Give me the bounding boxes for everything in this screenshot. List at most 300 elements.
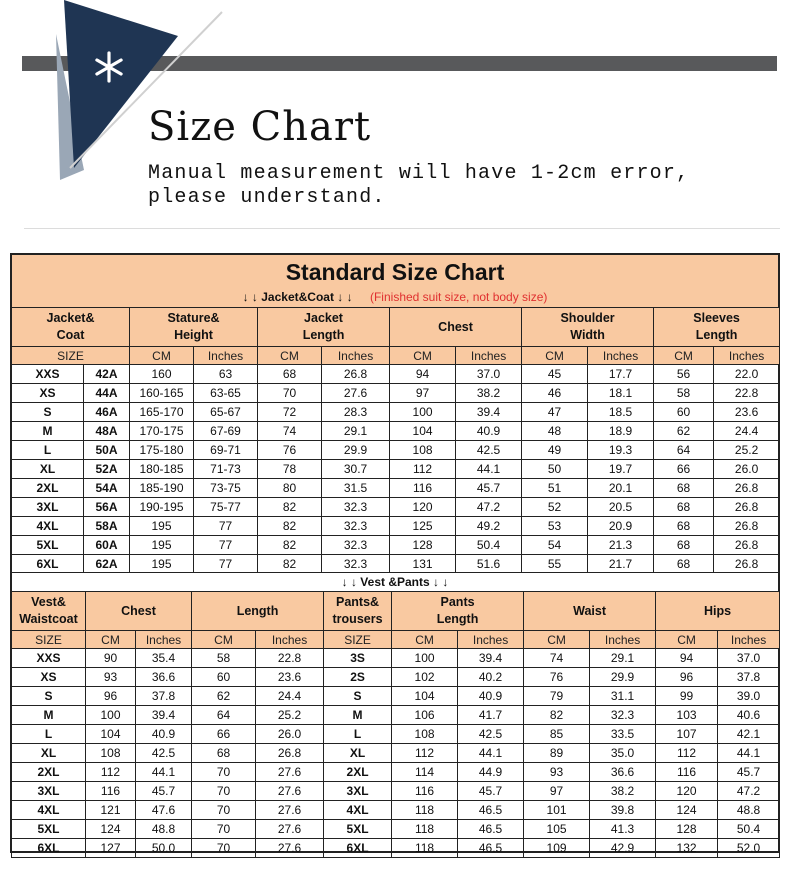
eu-size-code: 56A — [84, 498, 130, 517]
page-title: Size Chart — [148, 104, 372, 150]
size-code: XS — [12, 668, 86, 687]
measurement-value: 104 — [86, 725, 136, 744]
table-row — [12, 365, 780, 384]
measurement-value: 160-165 — [130, 384, 194, 403]
measurement-value: 112 — [86, 763, 136, 782]
size-code: S — [324, 687, 392, 706]
pants-column-header: Pants& trousers — [324, 592, 392, 631]
measurement-value: 22.8 — [256, 649, 324, 668]
measurement-value: 63-65 — [194, 384, 258, 403]
measurement-value: 32.3 — [322, 498, 390, 517]
table-row — [12, 649, 780, 668]
measurement-value: 108 — [390, 441, 456, 460]
measurement-value: 106 — [392, 706, 458, 725]
measurement-value: 63 — [194, 365, 258, 384]
size-label: SIZE — [12, 347, 130, 365]
table-row — [12, 536, 780, 555]
measurement-value: 68 — [654, 498, 714, 517]
measurement-value: 47.6 — [136, 801, 192, 820]
measurement-value: 68 — [258, 365, 322, 384]
measurement-value: 77 — [194, 517, 258, 536]
measurement-value: 36.6 — [136, 668, 192, 687]
vest-header-row — [12, 592, 780, 631]
measurement-value: 37.8 — [718, 668, 780, 687]
unit-cm-label: CM — [656, 631, 718, 649]
measurement-value: 44.9 — [458, 763, 524, 782]
eu-size-code: 54A — [84, 479, 130, 498]
chart-title: Standard Size Chart — [285, 259, 505, 285]
size-code: M — [12, 706, 86, 725]
measurement-value: 71-73 — [194, 460, 258, 479]
eu-size-code: 46A — [84, 403, 130, 422]
measurement-value: 47 — [522, 403, 588, 422]
table-row — [12, 479, 780, 498]
unit-cm-label: CM — [86, 631, 136, 649]
measurement-value: 94 — [390, 365, 456, 384]
measurement-value: 45 — [522, 365, 588, 384]
size-code: M — [12, 422, 84, 441]
unit-inches-label: Inches — [256, 631, 324, 649]
size-code: 5XL — [12, 820, 86, 839]
measurement-value: 104 — [392, 687, 458, 706]
jacket-unit-row — [12, 347, 780, 365]
measurement-value: 64 — [654, 441, 714, 460]
measurement-value: 26.8 — [322, 365, 390, 384]
size-code: 2XL — [12, 763, 86, 782]
measurement-value: 67-69 — [194, 422, 258, 441]
jacket-section-title: ↓ ↓ Jacket&Coat ↓ ↓ — [242, 290, 353, 304]
measurement-value: 175-180 — [130, 441, 194, 460]
measurement-value: 44.1 — [718, 744, 780, 763]
measurement-value: 116 — [390, 479, 456, 498]
measurement-value: 48.8 — [718, 801, 780, 820]
measurement-value: 76 — [258, 441, 322, 460]
measurement-value: 93 — [524, 763, 590, 782]
table-row — [12, 839, 780, 858]
measurement-value: 39.4 — [136, 706, 192, 725]
measurement-value: 45.7 — [456, 479, 522, 498]
measurement-value: 82 — [258, 555, 322, 574]
measurement-value: 20.9 — [588, 517, 654, 536]
measurement-value: 24.4 — [714, 422, 780, 441]
measurement-value: 27.6 — [256, 820, 324, 839]
table-row — [12, 763, 780, 782]
table-row — [12, 403, 780, 422]
jacket-section-label — [12, 290, 778, 304]
measurement-value: 68 — [654, 479, 714, 498]
measurement-value: 50.0 — [136, 839, 192, 858]
size-code: XXS — [12, 365, 84, 384]
measurement-value: 80 — [258, 479, 322, 498]
size-label: SIZE — [12, 631, 86, 649]
measurement-value: 38.2 — [456, 384, 522, 403]
measurement-value: 180-185 — [130, 460, 194, 479]
measurement-value: 118 — [392, 801, 458, 820]
pants-column-header: Pants Length — [392, 592, 524, 631]
vest-unit-row — [12, 631, 780, 649]
size-code: 6XL — [12, 839, 86, 858]
measurement-value: 112 — [656, 744, 718, 763]
measurement-value: 25.2 — [714, 441, 780, 460]
pants-column-header: Hips — [656, 592, 780, 631]
measurement-value: 49.2 — [456, 517, 522, 536]
unit-cm-label: CM — [392, 631, 458, 649]
measurement-note-line2: please understand. — [148, 186, 386, 209]
measurement-value: 42.5 — [136, 744, 192, 763]
measurement-value: 42.5 — [456, 441, 522, 460]
jacket-column-header: Chest — [390, 308, 522, 347]
measurement-value: 82 — [258, 517, 322, 536]
measurement-value: 54 — [522, 536, 588, 555]
unit-cm-label: CM — [390, 347, 456, 365]
measurement-value: 79 — [524, 687, 590, 706]
measurement-value: 39.4 — [458, 649, 524, 668]
measurement-value: 29.9 — [590, 668, 656, 687]
measurement-value: 46.5 — [458, 820, 524, 839]
measurement-value: 109 — [524, 839, 590, 858]
size-code: 5XL — [324, 820, 392, 839]
measurement-value: 17.7 — [588, 365, 654, 384]
measurement-value: 24.4 — [256, 687, 324, 706]
vest-section-label: ↓ ↓ Vest &Pants ↓ ↓ — [12, 572, 778, 592]
measurement-value: 20.1 — [588, 479, 654, 498]
eu-size-code: 44A — [84, 384, 130, 403]
measurement-value: 35.0 — [590, 744, 656, 763]
size-label: SIZE — [324, 631, 392, 649]
measurement-value: 124 — [86, 820, 136, 839]
measurement-value: 74 — [524, 649, 590, 668]
measurement-value: 53 — [522, 517, 588, 536]
measurement-value: 27.6 — [256, 839, 324, 858]
measurement-value: 27.6 — [256, 782, 324, 801]
measurement-value: 76 — [524, 668, 590, 687]
table-row — [12, 725, 780, 744]
measurement-value: 118 — [392, 820, 458, 839]
table-row — [12, 555, 780, 574]
measurement-value: 62 — [192, 687, 256, 706]
size-code: 6XL — [324, 839, 392, 858]
measurement-value: 70 — [192, 801, 256, 820]
measurement-value: 46 — [522, 384, 588, 403]
measurement-value: 38.2 — [590, 782, 656, 801]
measurement-value: 23.6 — [256, 668, 324, 687]
measurement-note-line1: Manual measurement will have 1-2cm error, — [148, 162, 690, 185]
measurement-value: 108 — [86, 744, 136, 763]
measurement-value: 70 — [258, 384, 322, 403]
jacket-header-row — [12, 308, 780, 347]
table-row — [12, 687, 780, 706]
header-triangle-graphic — [0, 0, 230, 180]
measurement-value: 120 — [656, 782, 718, 801]
measurement-value: 74 — [258, 422, 322, 441]
measurement-value: 52 — [522, 498, 588, 517]
eu-size-code: 50A — [84, 441, 130, 460]
unit-inches-label: Inches — [194, 347, 258, 365]
measurement-value: 48 — [522, 422, 588, 441]
size-code: XXS — [12, 649, 86, 668]
measurement-value: 97 — [390, 384, 456, 403]
measurement-value: 78 — [258, 460, 322, 479]
size-code: 4XL — [12, 801, 86, 820]
table-row — [12, 744, 780, 763]
measurement-value: 60 — [192, 668, 256, 687]
measurement-value: 37.0 — [456, 365, 522, 384]
measurement-value: 47.2 — [718, 782, 780, 801]
measurement-value: 116 — [656, 763, 718, 782]
measurement-value: 27.6 — [256, 763, 324, 782]
measurement-value: 125 — [390, 517, 456, 536]
measurement-value: 72 — [258, 403, 322, 422]
measurement-value: 32.3 — [322, 536, 390, 555]
unit-inches-label: Inches — [714, 347, 780, 365]
unit-inches-label: Inches — [588, 347, 654, 365]
pants-column-header: Waist — [524, 592, 656, 631]
measurement-value: 50.4 — [718, 820, 780, 839]
measurement-value: 26.8 — [714, 479, 780, 498]
measurement-value: 96 — [86, 687, 136, 706]
measurement-value: 66 — [192, 725, 256, 744]
measurement-value: 101 — [524, 801, 590, 820]
measurement-value: 94 — [656, 649, 718, 668]
measurement-value: 195 — [130, 555, 194, 574]
size-code: 4XL — [324, 801, 392, 820]
measurement-value: 60 — [654, 403, 714, 422]
measurement-value: 58 — [654, 384, 714, 403]
measurement-value: 114 — [392, 763, 458, 782]
unit-cm-label: CM — [192, 631, 256, 649]
measurement-value: 42.9 — [590, 839, 656, 858]
measurement-value: 68 — [192, 744, 256, 763]
measurement-value: 82 — [524, 706, 590, 725]
unit-inches-label: Inches — [456, 347, 522, 365]
unit-inches-label: Inches — [322, 347, 390, 365]
size-code: L — [12, 725, 86, 744]
table-row — [12, 517, 780, 536]
measurement-value: 30.7 — [322, 460, 390, 479]
measurement-value: 45.7 — [718, 763, 780, 782]
measurement-value: 35.4 — [136, 649, 192, 668]
measurement-value: 82 — [258, 536, 322, 555]
unit-inches-label: Inches — [458, 631, 524, 649]
vest-column-header: Length — [192, 592, 324, 631]
unit-cm-label: CM — [258, 347, 322, 365]
jacket-column-header: Sleeves Length — [654, 308, 780, 347]
measurement-value: 77 — [194, 555, 258, 574]
measurement-value: 36.6 — [590, 763, 656, 782]
measurement-value: 70 — [192, 763, 256, 782]
measurement-value: 32.3 — [322, 517, 390, 536]
measurement-value: 128 — [390, 536, 456, 555]
measurement-value: 68 — [654, 555, 714, 574]
measurement-value: 19.3 — [588, 441, 654, 460]
table-row — [12, 706, 780, 725]
measurement-value: 185-190 — [130, 479, 194, 498]
measurement-value: 31.5 — [322, 479, 390, 498]
size-code: L — [324, 725, 392, 744]
unit-cm-label: CM — [654, 347, 714, 365]
measurement-value: 18.5 — [588, 403, 654, 422]
size-code: S — [12, 687, 86, 706]
jacket-column-header: Shoulder Width — [522, 308, 654, 347]
measurement-value: 26.8 — [714, 536, 780, 555]
table-row — [12, 820, 780, 839]
measurement-value: 160 — [130, 365, 194, 384]
measurement-value: 190-195 — [130, 498, 194, 517]
measurement-value: 45.7 — [458, 782, 524, 801]
size-code: XL — [324, 744, 392, 763]
measurement-value: 100 — [390, 403, 456, 422]
jacket-size-table — [11, 307, 780, 574]
measurement-value: 26.8 — [714, 555, 780, 574]
measurement-value: 32.3 — [590, 706, 656, 725]
vest-column-header: Vest& Waistcoat — [12, 592, 86, 631]
measurement-value: 44.1 — [458, 744, 524, 763]
measurement-value: 40.9 — [136, 725, 192, 744]
measurement-value: 56 — [654, 365, 714, 384]
unit-inches-label: Inches — [718, 631, 780, 649]
measurement-value: 64 — [192, 706, 256, 725]
table-row — [12, 498, 780, 517]
size-code: XS — [12, 384, 84, 403]
measurement-value: 65-67 — [194, 403, 258, 422]
measurement-value: 20.5 — [588, 498, 654, 517]
table-row — [12, 668, 780, 687]
measurement-value: 58 — [192, 649, 256, 668]
size-code: M — [324, 706, 392, 725]
measurement-value: 75-77 — [194, 498, 258, 517]
measurement-value: 42.5 — [458, 725, 524, 744]
jacket-column-header: Jacket& Coat — [12, 308, 130, 347]
measurement-value: 47.2 — [456, 498, 522, 517]
jacket-section-note: (Finished suit size, not body size) — [369, 290, 548, 304]
measurement-value: 102 — [392, 668, 458, 687]
eu-size-code: 42A — [84, 365, 130, 384]
table-row — [12, 422, 780, 441]
measurement-value: 97 — [524, 782, 590, 801]
measurement-value: 26.0 — [714, 460, 780, 479]
jacket-column-header: Jacket Length — [258, 308, 390, 347]
measurement-value: 128 — [656, 820, 718, 839]
size-code: XL — [12, 460, 84, 479]
unit-cm-label: CM — [130, 347, 194, 365]
measurement-value: 100 — [392, 649, 458, 668]
measurement-value: 108 — [392, 725, 458, 744]
unit-cm-label: CM — [522, 347, 588, 365]
size-code: S — [12, 403, 84, 422]
measurement-value: 118 — [392, 839, 458, 858]
measurement-value: 39.4 — [456, 403, 522, 422]
measurement-value: 27.6 — [322, 384, 390, 403]
header-divider — [24, 228, 780, 229]
size-chart — [10, 253, 780, 853]
measurement-value: 37.0 — [718, 649, 780, 668]
measurement-value: 165-170 — [130, 403, 194, 422]
measurement-value: 42.1 — [718, 725, 780, 744]
measurement-value: 121 — [86, 801, 136, 820]
size-code: 3S — [324, 649, 392, 668]
size-code: L — [12, 441, 84, 460]
measurement-value: 116 — [392, 782, 458, 801]
measurement-value: 104 — [390, 422, 456, 441]
measurement-value: 26.8 — [714, 498, 780, 517]
measurement-value: 124 — [656, 801, 718, 820]
measurement-value: 26.0 — [256, 725, 324, 744]
asterisk-icon — [92, 50, 126, 84]
measurement-value: 90 — [86, 649, 136, 668]
measurement-value: 21.3 — [588, 536, 654, 555]
unit-inches-label: Inches — [136, 631, 192, 649]
size-code: 4XL — [12, 517, 84, 536]
measurement-value: 29.9 — [322, 441, 390, 460]
size-code: 5XL — [12, 536, 84, 555]
measurement-value: 22.0 — [714, 365, 780, 384]
measurement-value: 46.5 — [458, 839, 524, 858]
measurement-value: 112 — [392, 744, 458, 763]
size-code: 3XL — [12, 498, 84, 517]
size-code: 3XL — [12, 782, 86, 801]
jacket-column-header: Stature& Height — [130, 308, 258, 347]
measurement-value: 131 — [390, 555, 456, 574]
measurement-value: 18.9 — [588, 422, 654, 441]
measurement-value: 112 — [390, 460, 456, 479]
measurement-value: 50.4 — [456, 536, 522, 555]
measurement-value: 22.8 — [714, 384, 780, 403]
eu-size-code: 60A — [84, 536, 130, 555]
measurement-value: 116 — [86, 782, 136, 801]
measurement-value: 85 — [524, 725, 590, 744]
measurement-value: 120 — [390, 498, 456, 517]
measurement-value: 100 — [86, 706, 136, 725]
table-row — [12, 460, 780, 479]
measurement-value: 50 — [522, 460, 588, 479]
measurement-value: 70 — [192, 782, 256, 801]
measurement-value: 29.1 — [322, 422, 390, 441]
measurement-value: 127 — [86, 839, 136, 858]
measurement-value: 40.2 — [458, 668, 524, 687]
table-row — [12, 782, 780, 801]
measurement-value: 37.8 — [136, 687, 192, 706]
measurement-value: 195 — [130, 536, 194, 555]
vest-column-header: Chest — [86, 592, 192, 631]
size-code: 2XL — [12, 479, 84, 498]
measurement-value: 44.1 — [456, 460, 522, 479]
unit-inches-label: Inches — [590, 631, 656, 649]
eu-size-code: 48A — [84, 422, 130, 441]
eu-size-code: 58A — [84, 517, 130, 536]
measurement-value: 40.9 — [458, 687, 524, 706]
size-code: 2S — [324, 668, 392, 687]
measurement-value: 195 — [130, 517, 194, 536]
table-row — [12, 801, 780, 820]
measurement-value: 89 — [524, 744, 590, 763]
measurement-value: 18.1 — [588, 384, 654, 403]
measurement-value: 70 — [192, 820, 256, 839]
measurement-value: 52.0 — [718, 839, 780, 858]
measurement-value: 40.9 — [456, 422, 522, 441]
size-code: XL — [12, 744, 86, 763]
measurement-value: 44.1 — [136, 763, 192, 782]
measurement-value: 26.8 — [256, 744, 324, 763]
measurement-value: 105 — [524, 820, 590, 839]
measurement-value: 25.2 — [256, 706, 324, 725]
measurement-value: 68 — [654, 536, 714, 555]
measurement-value: 27.6 — [256, 801, 324, 820]
measurement-value: 23.6 — [714, 403, 780, 422]
measurement-value: 49 — [522, 441, 588, 460]
size-code: 6XL — [12, 555, 84, 574]
measurement-value: 51.6 — [456, 555, 522, 574]
measurement-value: 66 — [654, 460, 714, 479]
